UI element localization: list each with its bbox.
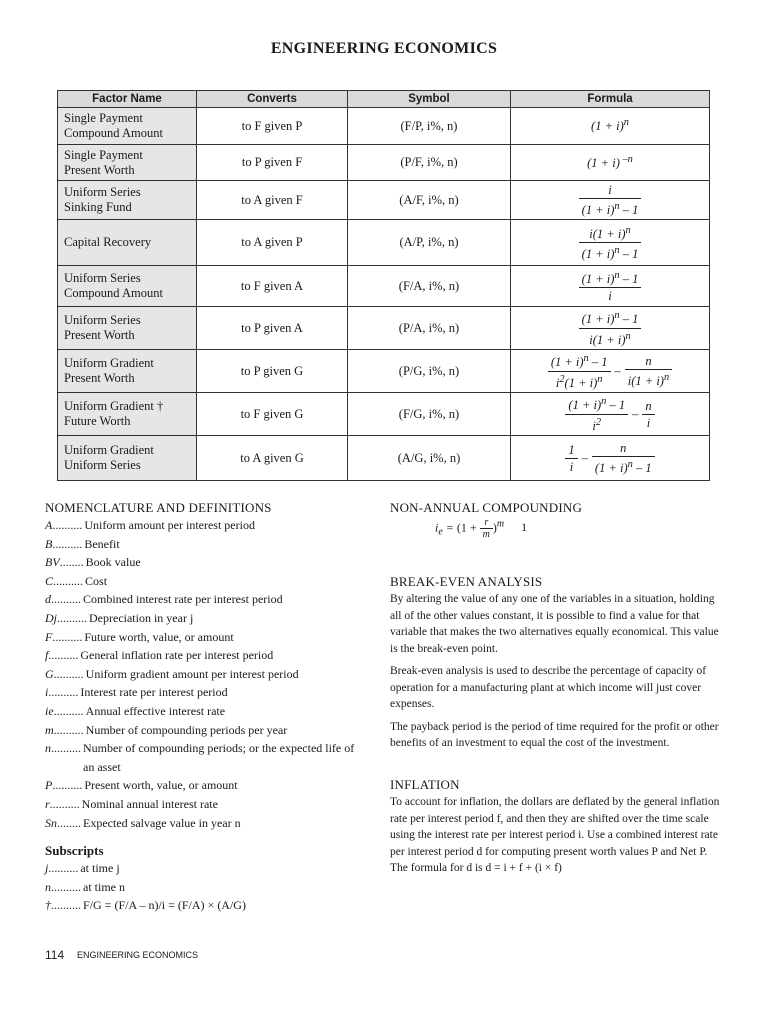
factor-name-line1: Single Payment: [64, 111, 143, 125]
leader-dots: ..........: [51, 879, 81, 894]
factor-name: [58, 181, 197, 220]
leader-dots: ..........: [52, 629, 83, 644]
term-definition: Uniform amount per interest period: [84, 518, 255, 532]
factor-name-line1: Uniform Series: [64, 313, 141, 327]
converts-cell: to A given G: [197, 436, 348, 481]
converts-cell: to F given G: [197, 393, 348, 436]
factor-name-line2: Uniform Series: [64, 458, 141, 472]
nomenclature-item: [45, 590, 365, 609]
nomenclature-item: [45, 572, 365, 591]
leader-dots: ..........: [53, 573, 84, 588]
nomenclature-item: [45, 721, 365, 740]
leader-dots: ..........: [53, 722, 84, 737]
header-formula: Formula: [511, 91, 710, 108]
term-symbol: r: [45, 796, 50, 811]
nomenclature-item: [45, 535, 365, 554]
formula-cell: $\frac{(1 + i)^n - 1}{i(1 + i)^n}$: [511, 307, 710, 350]
term-symbol: f: [45, 648, 49, 663]
page-title: ENGINEERING ECONOMICS: [270, 40, 498, 57]
term-symbol: G: [45, 666, 54, 681]
subscripts-heading: Subscripts: [45, 843, 104, 858]
leader-dots: ..........: [48, 685, 79, 700]
leader-dots: ..........: [52, 778, 83, 793]
factor-name-line2: Present Worth: [64, 328, 135, 342]
symbol-cell: (A/G, i%, n): [348, 436, 511, 481]
term-symbol: A: [45, 518, 53, 532]
table-row: [58, 307, 710, 350]
equation-tail: 1: [521, 520, 528, 535]
formula-cell: $\frac{(1 + i)^n - 1}{i}$: [511, 266, 710, 307]
term-definition: Book value: [85, 555, 141, 570]
factor-name-line2: Compound Amount: [64, 126, 163, 140]
term-symbol: B: [45, 536, 53, 551]
term-definition: Nominal annual interest rate: [81, 796, 218, 811]
leader-dots: ..........: [52, 518, 83, 532]
break-even-paragraph-1: By altering the value of any one of the variables in a situation, holding all of the other values constant, it is possible to find a value for that variable that makes the two alternatives equally economical. This value is the break-even point.: [390, 593, 719, 655]
term-definition: Number of compounding periods per year: [85, 722, 288, 737]
nomenclature-item: [45, 553, 365, 572]
term-definition: Cost: [85, 573, 108, 588]
term-symbol: n: [45, 879, 51, 894]
factor-name: [58, 266, 197, 307]
term-definition: F/G = (F/A – n)/i = (F/A) × (A/G): [83, 898, 246, 913]
term-symbol: j: [45, 861, 49, 875]
factor-name-line2: Present Worth: [64, 371, 135, 385]
leader-dots: ..........: [53, 703, 84, 718]
nomenclature-item: [45, 776, 365, 795]
break-even-paragraph-2: Break-even analysis is used to describe the percentage of capacity of operation for a manufacturing plant at which income will just cover expenses.: [390, 665, 707, 710]
nomenclature-list: [45, 516, 365, 832]
factor-name: [58, 145, 197, 181]
factor-name-line1: Uniform Gradient †: [64, 399, 164, 413]
term-symbol: †: [45, 898, 51, 913]
header-converts: Converts: [197, 91, 348, 108]
factor-name-line1: Single Payment: [64, 147, 143, 162]
converts-cell: to A given F: [197, 181, 348, 220]
term-definition: Present worth, value, or amount: [84, 778, 238, 793]
formula-cell: $\frac{i(1 + i)^n}{(1 + i)^n - 1}$: [511, 220, 710, 266]
nomenclature-item: [45, 814, 365, 833]
break-even-paragraph-3: The payback period is the period of time required for the profit or other benefits of an investment to equal the cost of the investment.: [390, 720, 719, 749]
inflation-paragraph-2: The formula for d is d = i + f + (i × f): [390, 862, 562, 874]
term-definition: Expected salvage value in year n: [83, 815, 241, 830]
nomenclature-item: [45, 609, 365, 628]
table-row: [58, 181, 710, 220]
symbol-cell: (P/F, i%, n): [348, 145, 511, 181]
term-definition: Depreciation in year j: [89, 610, 194, 625]
subscripts-item: [45, 896, 365, 915]
leader-dots: ..........: [53, 666, 84, 681]
term-definition: Number of compounding periods; or the expected life of an asset: [83, 741, 355, 774]
symbol-cell: (P/G, i%, n): [348, 350, 511, 393]
leader-dots: ........: [59, 555, 84, 570]
factor-name: [58, 350, 197, 393]
nomenclature-heading: NOMENCLATURE AND DEFINITIONS: [45, 500, 272, 515]
nomenclature-item: [45, 516, 365, 535]
term-symbol: n: [45, 741, 51, 756]
effective-rate-equation: $i_e = (1$ + $\frac{r}{m}$ )$^m$ 1: [435, 517, 528, 540]
table-header-row: [58, 91, 710, 108]
factor-name: [58, 307, 197, 350]
table-row: [58, 393, 710, 436]
table-row: [58, 145, 710, 181]
term-symbol: Dj: [45, 610, 57, 625]
term-definition: at time n: [83, 879, 125, 894]
table-row: [58, 266, 710, 307]
footer-label: ENGINEERING ECONOMICS: [77, 950, 199, 960]
symbol-cell: (A/P, i%, n): [348, 220, 511, 266]
factor-name-line2: Present Worth: [64, 162, 135, 177]
term-definition: Uniform gradient amount per interest period: [85, 666, 299, 681]
term-symbol: Sn: [45, 815, 57, 830]
inflation-heading: INFLATION: [390, 777, 460, 792]
break-even-text: [390, 591, 725, 752]
nomenclature-item: [45, 702, 365, 721]
factor-name: Capital Recovery: [58, 220, 197, 266]
table-row: [58, 436, 710, 481]
formula-cell: $\frac{(1 + i)^n - 1}{i^2}$ – $\frac{n}{i}$: [511, 393, 710, 436]
leader-dots: ........: [57, 815, 81, 830]
nomenclature-item: [45, 646, 365, 665]
term-symbol: ie: [45, 703, 54, 718]
term-symbol: d: [45, 592, 51, 607]
converts-cell: to P given F: [197, 145, 348, 181]
term-definition: Future worth, value, or amount: [84, 629, 234, 644]
leader-dots: ..........: [57, 610, 87, 625]
leader-dots: ..........: [51, 898, 81, 913]
symbol-cell: (P/A, i%, n): [348, 307, 511, 350]
factor-name: [58, 108, 197, 145]
formula-cell: $(1 + i)^n$: [511, 108, 710, 145]
factor-table: [57, 90, 710, 481]
formula-cell: $\frac{(1 + i)^n - 1}{i^2(1 + i)^n}$ – $\frac{n}{i(1 + i)^n}$: [511, 350, 710, 393]
term-definition: at time j: [80, 861, 120, 875]
symbol-cell: (A/F, i%, n): [348, 181, 511, 220]
factor-name-line1: Uniform Series: [64, 185, 141, 199]
nomenclature-item: [45, 739, 365, 776]
table-row: [58, 108, 710, 145]
factor-name-line2: Future Worth: [64, 414, 131, 428]
subscripts-list: [45, 859, 365, 915]
factor-name-line1: Uniform Gradient: [64, 356, 154, 370]
header-symbol: Symbol: [348, 91, 511, 108]
symbol-cell: (F/G, i%, n): [348, 393, 511, 436]
symbol-cell: (F/P, i%, n): [348, 108, 511, 145]
leader-dots: ..........: [49, 796, 80, 811]
table-row: [58, 350, 710, 393]
leader-dots: ..........: [51, 592, 81, 607]
leader-dots: ..........: [52, 536, 83, 551]
factor-name-line2: Sinking Fund: [64, 200, 132, 214]
non-annual-heading: NON-ANNUAL COMPOUNDING: [390, 500, 583, 515]
formula-cell: $\frac{i}{(1 + i)^n - 1}$: [511, 181, 710, 220]
term-definition: Combined interest rate per interest period: [83, 592, 283, 607]
inflation-text: [390, 794, 725, 877]
factor-name: [58, 393, 197, 436]
factor-name-line1: Uniform Series: [64, 271, 141, 285]
converts-cell: to P given A: [197, 307, 348, 350]
term-definition: Annual effective interest rate: [85, 703, 226, 718]
formula-cell: $\frac{1}{i}$ – $\frac{n}{(1 + i)^n - 1}$: [511, 436, 710, 481]
nomenclature-item: [45, 628, 365, 647]
subscripts-item: [45, 859, 365, 878]
formula-cell: (1 + i) $^{-n}$: [511, 145, 710, 181]
factor-name-line1: Uniform Gradient: [64, 443, 154, 457]
term-symbol: P: [45, 778, 53, 793]
symbol-cell: (F/A, i%, n): [348, 266, 511, 307]
factor-name-line2: Compound Amount: [64, 286, 163, 300]
nomenclature-item: [45, 795, 365, 814]
page-number: 114: [45, 948, 65, 962]
term-definition: Benefit: [84, 536, 120, 551]
term-definition: Interest rate per interest period: [80, 685, 228, 700]
converts-cell: to F given A: [197, 266, 348, 307]
converts-cell: to A given P: [197, 220, 348, 266]
factor-name: [58, 436, 197, 481]
leader-dots: ..........: [51, 741, 81, 756]
term-symbol: i: [45, 685, 49, 700]
nomenclature-item: [45, 683, 365, 702]
converts-cell: to P given G: [197, 350, 348, 393]
header-factor-name: Factor Name: [58, 91, 197, 108]
term-symbol: C: [45, 573, 54, 588]
break-even-heading: BREAK-EVEN ANALYSIS: [390, 574, 543, 589]
inflation-paragraph-1: To account for inflation, the dollars are deflated by the general inflation rate per interest period f, and then they are shifted over the time scale using the interest rate per interest period i. Use a combined interest rate per interest period d for computing present worth values P and Net P.: [390, 796, 720, 858]
term-symbol: m: [45, 722, 54, 737]
term-symbol: BV: [45, 555, 60, 570]
term-definition: General inflation rate per interest period: [80, 648, 274, 663]
table-row: [58, 220, 710, 266]
nomenclature-item: [45, 665, 365, 684]
converts-cell: to F given P: [197, 108, 348, 145]
leader-dots: ..........: [48, 648, 79, 663]
term-symbol: F: [45, 629, 53, 644]
leader-dots: ..........: [48, 861, 79, 875]
subscripts-item: [45, 878, 365, 897]
